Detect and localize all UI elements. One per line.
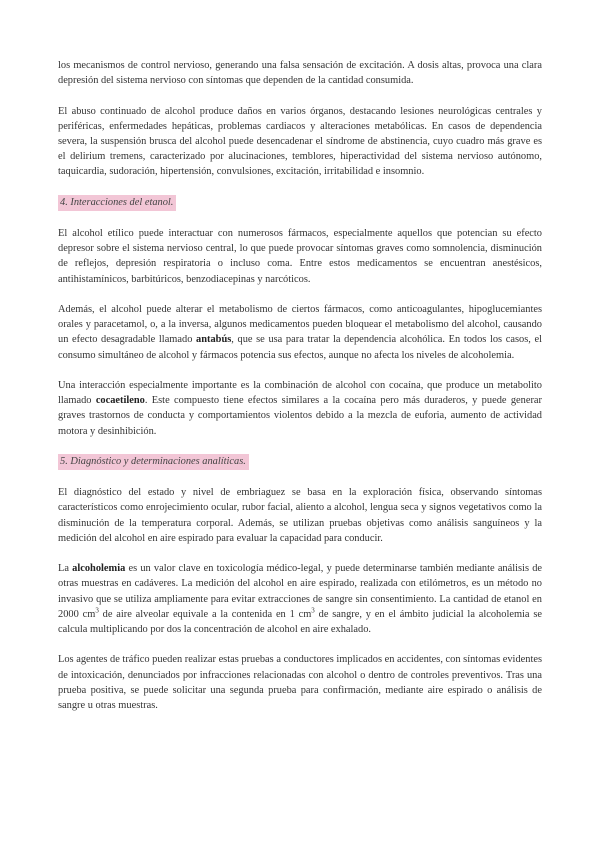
text-run: de aire alveolar equivale a la contenida en 1 cm	[98, 608, 312, 620]
paragraph-gap	[58, 637, 542, 652]
text-run: Además, el alcohol puede alterar el metabolismo de ciertos fármacos, como anticoagulantes, hipoglucemiantes orales y paracetamol, o, a la inversa, algunos medicamentos pueden bloquear el metabolismo del alcohol, causando un efecto desagradable llamado	[58, 303, 542, 346]
text-run: de sangre, y en el ámbito judicial la alcoholemia se calcula multiplicando por dos la concentración de alcohol en aire exhalado.	[58, 608, 543, 635]
section-heading-5-wrapper	[58, 454, 542, 470]
bold-term-cocaetileno: cocaetileno	[95, 395, 145, 407]
paragraph-drug-interactions: El alcohol etílico puede interactuar con numerosos fármacos, especialmente aquellos que potencian su efecto depresor sobre el sistema nervioso central, lo que puede provocar síntomas graves como somnolencia, disminución de reflejos, depresión respiratoria o incluso coma. Entre estos medicamentos se encuentran anestésicos, antihistamínicos, barbitúricos, benzodiacepinas y narcóticos.	[58, 227, 542, 285]
text-run: La	[58, 563, 73, 575]
paragraph-alcoholemia	[58, 561, 542, 637]
bold-term-alcoholemia: alcoholemia	[72, 563, 126, 575]
superscript-3: 3	[311, 606, 315, 615]
paragraph-gap	[58, 287, 542, 302]
paragraph-nervous-system-depression: los mecanismos de control nervioso, generando una falsa sensación de excitación. A dosis altas, provoca una clara depresión del sistema nervioso con síntomas que dependen de la cantidad consumida.	[58, 60, 542, 87]
paragraph-metabolism-antabus	[58, 302, 542, 363]
document-page	[58, 58, 542, 713]
paragraph-gap	[58, 363, 542, 378]
paragraph-diagnosis: El diagnóstico del estado y nivel de embriaguez se basa en la exploración física, observando síntomas característicos como enrojecimiento ocular, rubor facial, aliento a alcohol, lengua seca y signos vegetativos como la disminución de la temperatura corporal. Además, se utilizan pruebas objetivas como análisis sanguíneos y la medición del alcohol en aire espirado para evaluar la capacidad para conducir.	[58, 487, 542, 544]
section-heading-interacciones: 4. Interacciones del etanol.	[58, 195, 176, 211]
paragraph-gap	[58, 180, 542, 195]
section-heading-4-wrapper	[58, 195, 542, 211]
superscript-3: 3	[95, 606, 99, 615]
text-run: es un valor clave en toxicología médico-legal, y puede determinarse también mediante análisis de otras muestras en cadáveres. La medición del alcohol en aire espirado, realizada con etilómetros, es un método no invasivo que se utiliza ampliamente para evitar extracciones de sangre sin consentimiento. La cantidad de etanol en 2000 cm	[58, 563, 542, 620]
paragraph-gap	[58, 470, 542, 485]
paragraph-gap	[58, 546, 542, 561]
paragraph-cocaine-interaction	[58, 378, 542, 439]
bold-term-antabus: antabús	[196, 334, 232, 346]
paragraph-gap	[58, 88, 542, 103]
paragraph-gap	[58, 211, 542, 226]
section-heading-diagnostico: 5. Diagnóstico y determinaciones analíticas.	[58, 454, 249, 470]
paragraph-traffic-agents: Los agentes de tráfico pueden realizar estas pruebas a conductores implicados en accidentes, con síntomas evidentes de intoxicación, denunciados por infracciones relacionadas con alcohol o dentro de controles preventivos. Tras una prueba positiva, se puede solicitar una segunda prueba para confirmación, mediante aire espirado o análisis de sangre u otras muestras.	[58, 654, 542, 711]
paragraph-gap	[58, 439, 542, 454]
text-run: , que se usa para tratar la dependencia alcohólica. En todos los casos, el consumo simultáneo de alcohol y fármacos potencia sus efectos, aunque no afecta los niveles de alcoholemia.	[58, 334, 542, 361]
text-run: . Este compuesto tiene efectos similares a la cocaína pero más duraderos, y puede generar graves trastornos de conducta y comportamientos violentos debido a la mezcla de euforia, aumento de actividad motora y desinhibición.	[58, 395, 542, 437]
paragraph-alcohol-abuse-damage: El abuso continuado de alcohol produce daños en varios órganos, destacando lesiones neurológicas centrales y periféricas, enfermedades hepáticas, problemas cardiacos y alteraciones metabólicas. En casos de dependencia severa, la suspensión brusca del alcohol puede desencadenar el síndrome de abstinencia, cuyo cuadro más grave es el delirium tremens, caracterizado por alucinaciones, temblores, hiperactividad del sistema nervioso autónomo, taquicardia, sudoración, hipertensión, convulsiones, excitación, irritabilidad e insomnio.	[58, 105, 542, 178]
text-run: Una interacción especialmente importante es la combinación de alcohol con cocaína, que produce un metabolito llamado	[58, 379, 542, 407]
